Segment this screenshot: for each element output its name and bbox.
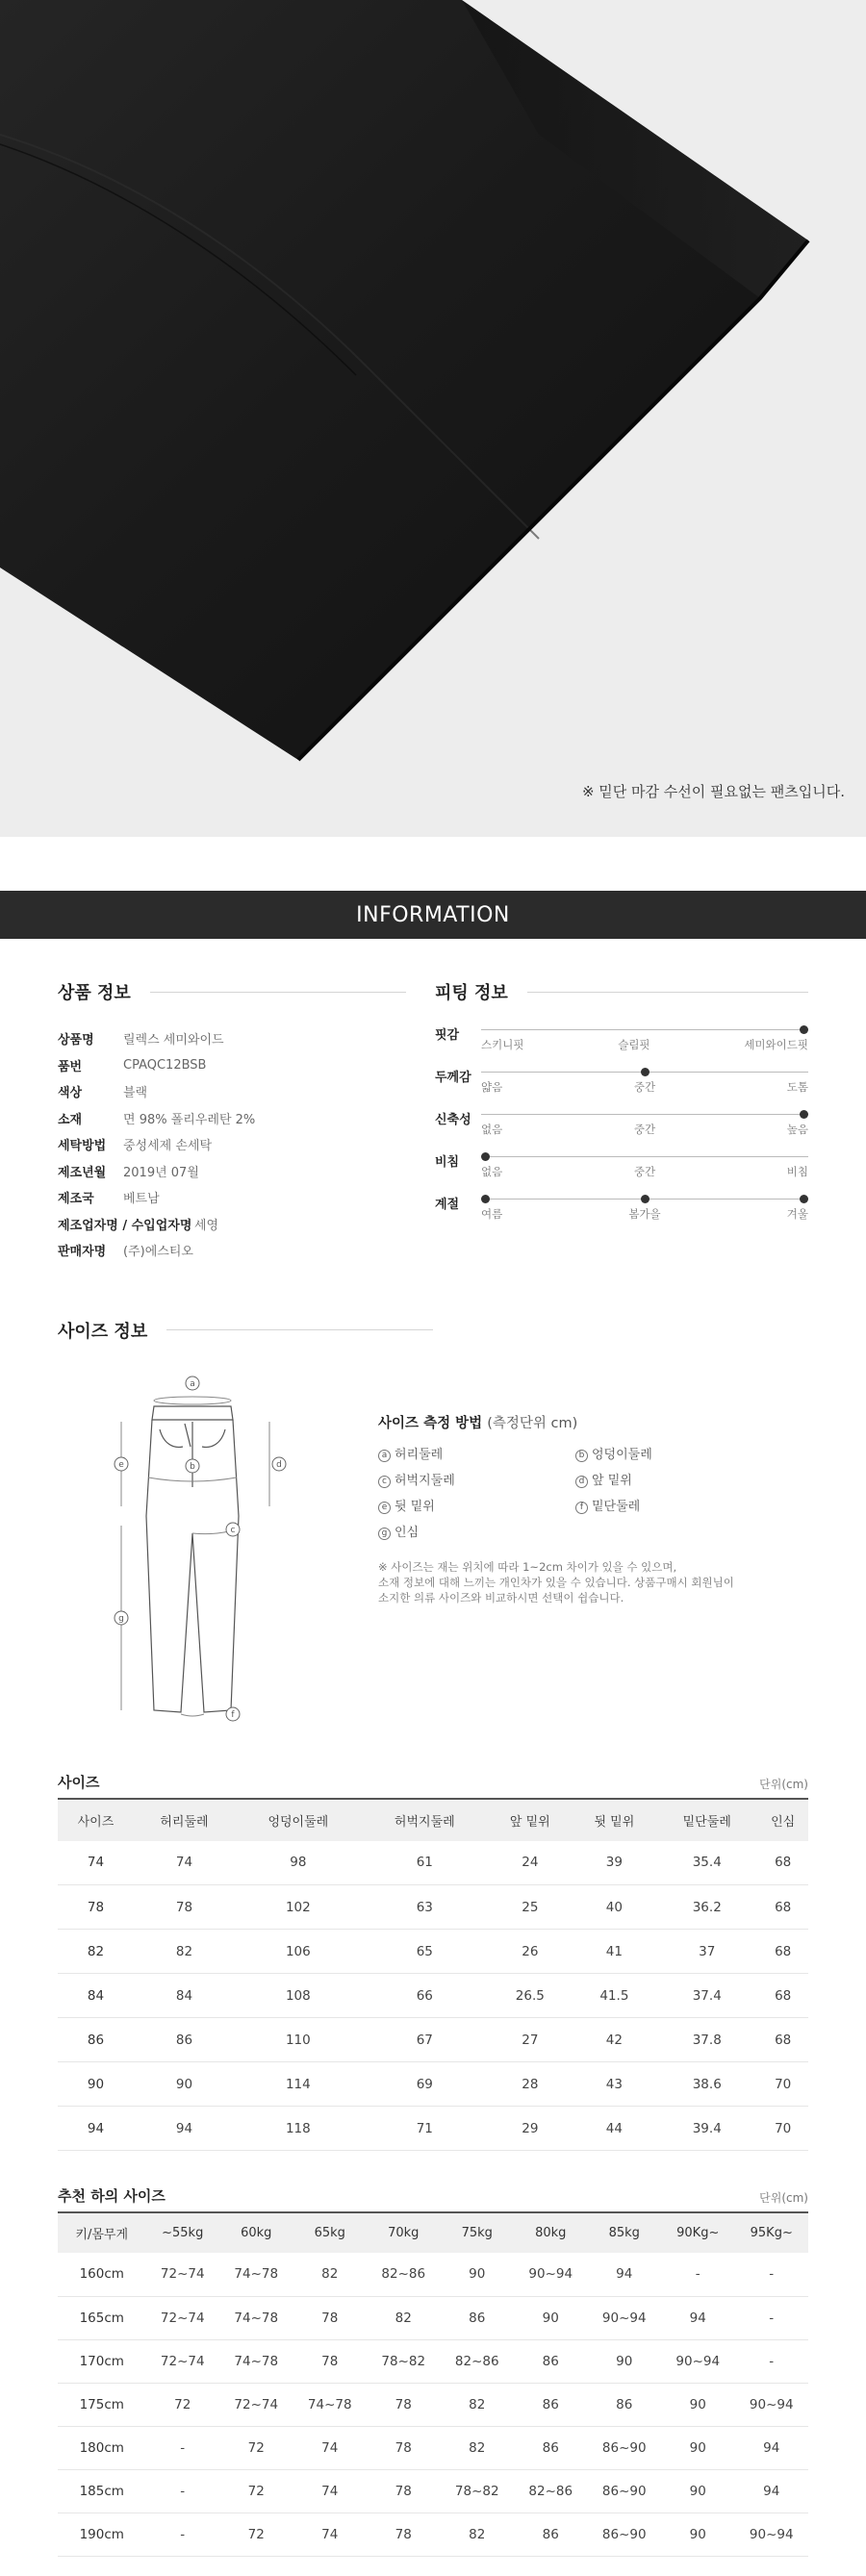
table-cell: 78 <box>367 2469 441 2513</box>
table-cell: 90~94 <box>587 2296 661 2339</box>
table-cell: 86 <box>134 2018 235 2062</box>
product-info-title: 상품 정보 <box>58 979 406 1004</box>
table-cell: 160cm <box>58 2253 145 2296</box>
diagram-label-f <box>226 1707 240 1721</box>
table-header-cell: 85kg <box>587 2212 661 2253</box>
table-cell: 43 <box>573 2062 657 2107</box>
table-cell: 90 <box>134 2062 235 2107</box>
table-cell: 86 <box>514 2426 588 2469</box>
table-cell: 72 <box>145 2383 219 2426</box>
table-header-cell: 키/몸무게 <box>58 2212 145 2253</box>
table-cell: 106 <box>235 1930 361 1974</box>
product-info-value: 세영 <box>194 1218 219 1233</box>
table-row <box>58 2107 808 2151</box>
fitting-dot <box>800 1025 808 1034</box>
svg-text:f: f <box>231 1709 235 1720</box>
product-info-value: 2019년 07월 <box>123 1165 199 1180</box>
table-row <box>58 2018 808 2062</box>
table-cell: 94 <box>58 2107 134 2151</box>
fitting-label: 계절 <box>435 1198 460 1212</box>
table-cell: 78 <box>293 2339 367 2383</box>
table-cell: 90 <box>514 2296 588 2339</box>
fitting-dot <box>641 1195 650 1203</box>
table-cell: 108 <box>235 1974 361 2018</box>
table-cell: 98 <box>235 1841 361 1885</box>
table-cell: 72~74 <box>145 2253 219 2296</box>
table-cell: 74~78 <box>219 2253 293 2296</box>
table-cell: 74 <box>293 2426 367 2469</box>
product-info-label: 색상 <box>58 1086 83 1101</box>
fitting-label: 비침 <box>435 1155 460 1170</box>
table-cell: 37.4 <box>656 1974 757 2018</box>
fitting-option: 중간 <box>633 1165 656 1178</box>
table-cell: 70 <box>757 2107 808 2151</box>
fitting-row <box>435 1193 808 1235</box>
table-cell: 86 <box>58 2018 134 2062</box>
table-cell: 90 <box>661 2469 735 2513</box>
table-cell: 72~74 <box>145 2339 219 2383</box>
table-header-cell: 허벅지둘레 <box>362 1799 488 1841</box>
table-cell: 82 <box>134 1930 235 1974</box>
table-cell: 27 <box>488 2018 573 2062</box>
table-cell: 78 <box>134 1885 235 1930</box>
method-key-icon: e <box>378 1502 391 1514</box>
fitting-option: 중간 <box>633 1123 656 1136</box>
fitting-option: 겨울 <box>786 1207 808 1221</box>
fitting-label: 신축성 <box>435 1113 471 1127</box>
fitting-info <box>435 979 808 1264</box>
diagram-label-c <box>226 1523 240 1536</box>
size-method-item <box>378 1496 575 1514</box>
table-cell: 61 <box>362 1841 488 1885</box>
table-cell: 190cm <box>58 2513 145 2556</box>
diagram-label-g <box>115 1611 128 1625</box>
product-info-row <box>58 1131 406 1158</box>
table-cell: 94 <box>587 2253 661 2296</box>
table-cell: 90 <box>58 2062 134 2107</box>
table-cell: 82~86 <box>440 2339 514 2383</box>
table-cell: 86 <box>514 2339 588 2383</box>
table-cell: 35.4 <box>656 1841 757 1885</box>
table-cell: 72 <box>219 2513 293 2556</box>
svg-text:e: e <box>118 1459 124 1470</box>
fitting-dot <box>800 1110 808 1119</box>
table-cell: 78~82 <box>367 2339 441 2383</box>
table-cell: 42 <box>573 2018 657 2062</box>
fitting-option: 중간 <box>633 1080 656 1094</box>
table-row <box>58 2253 808 2296</box>
product-info-value: 블랙 <box>123 1086 148 1101</box>
product-info-value: CPAQC12BSB <box>123 1057 207 1073</box>
fitting-option: 없음 <box>481 1123 503 1136</box>
method-label: 인심 <box>395 1525 420 1540</box>
table-cell: 72~74 <box>219 2383 293 2426</box>
size-note-line: ※ 사이즈는 재는 위치에 따라 1~2cm 차이가 있을 수 있으며, <box>378 1559 677 1574</box>
table-cell: - <box>661 2253 735 2296</box>
fitting-label: 핏감 <box>435 1028 460 1043</box>
table-cell: 90 <box>661 2383 735 2426</box>
method-key-icon: g <box>378 1528 391 1540</box>
fitting-row <box>435 1150 808 1193</box>
table-cell: 84 <box>58 1974 134 2018</box>
svg-text:d: d <box>276 1459 282 1470</box>
table-cell: 74~78 <box>219 2339 293 2383</box>
table-cell: 78~82 <box>440 2469 514 2513</box>
fitting-scale <box>481 1108 808 1147</box>
information-header: INFORMATION <box>0 891 866 939</box>
fitting-dot <box>481 1195 490 1203</box>
fitting-option: 비침 <box>786 1165 808 1178</box>
method-label: 허리둘레 <box>395 1447 444 1462</box>
table-cell: 185cm <box>58 2469 145 2513</box>
table-cell: 39.4 <box>656 2107 757 2151</box>
size-info <box>58 1318 808 1747</box>
fitting-scale <box>481 1193 808 1231</box>
table-cell: 74 <box>58 1841 134 1885</box>
method-key-icon: a <box>378 1450 391 1462</box>
table-cell: 78 <box>293 2296 367 2339</box>
table-cell: 74~78 <box>293 2383 367 2426</box>
size-method-title: 사이즈 측정 방법 (측정단위 cm) <box>378 1415 578 1431</box>
table-header-cell: 60kg <box>219 2212 293 2253</box>
fitting-row <box>435 1023 808 1066</box>
table-cell: 90 <box>440 2253 514 2296</box>
table-cell: 90 <box>661 2426 735 2469</box>
diagram-label-e <box>115 1457 128 1471</box>
table-cell: 68 <box>757 1974 808 2018</box>
table-cell: 72~74 <box>145 2296 219 2339</box>
table-cell: - <box>734 2339 808 2383</box>
table-row <box>58 2426 808 2469</box>
table-cell: 78 <box>367 2383 441 2426</box>
table-cell: 37 <box>656 1930 757 1974</box>
table-cell: 74 <box>293 2513 367 2556</box>
table-cell: - <box>734 2296 808 2339</box>
fitting-scale <box>481 1150 808 1189</box>
table-cell: 84 <box>134 1974 235 2018</box>
table-cell: 74~78 <box>219 2296 293 2339</box>
product-info-row <box>58 1052 406 1079</box>
svg-text:b: b <box>190 1461 195 1472</box>
product-info-label: 제조업자명 / 수입업자명 <box>58 1218 192 1233</box>
method-key-icon: f <box>575 1502 588 1514</box>
size-method-item <box>378 1522 575 1540</box>
table-cell: 94 <box>134 2107 235 2151</box>
table-cell: 94 <box>734 2469 808 2513</box>
table-cell: 29 <box>488 2107 573 2151</box>
table-row <box>58 2296 808 2339</box>
table-cell: 40 <box>573 1885 657 1930</box>
table-cell: 41.5 <box>573 1974 657 2018</box>
product-photo <box>0 0 866 837</box>
table-cell: 90 <box>587 2339 661 2383</box>
table-cell: 37.8 <box>656 2018 757 2062</box>
table-cell: 110 <box>235 2018 361 2062</box>
table-cell: 72 <box>219 2426 293 2469</box>
table-cell: 70 <box>757 2062 808 2107</box>
table-cell: 118 <box>235 2107 361 2151</box>
table-cell: 90 <box>661 2513 735 2556</box>
product-info-row <box>58 1105 406 1132</box>
size-method-item <box>378 1470 575 1488</box>
product-info-label: 제조년월 <box>58 1165 107 1180</box>
product-info-value: 면 98% 폴리우레탄 2% <box>123 1112 256 1127</box>
table-header-cell: 인심 <box>757 1799 808 1841</box>
table-row <box>58 2469 808 2513</box>
photo-note: ※ 밑단 마감 수선이 필요없는 팬츠입니다. <box>581 783 845 800</box>
table-cell: 26 <box>488 1930 573 1974</box>
table-cell: - <box>145 2513 219 2556</box>
product-info-row <box>58 1184 406 1211</box>
product-info-row <box>58 1025 406 1052</box>
table-cell: 68 <box>757 1841 808 1885</box>
table-cell: 170cm <box>58 2339 145 2383</box>
product-info-value: (주)에스티오 <box>123 1245 193 1260</box>
table-cell: 114 <box>235 2062 361 2107</box>
table-cell: 180cm <box>58 2426 145 2469</box>
table-row <box>58 1841 808 1885</box>
product-info-label: 소재 <box>58 1112 83 1127</box>
table-cell: 36.2 <box>656 1885 757 1930</box>
table-cell: 90~94 <box>514 2253 588 2296</box>
table-cell: 82~86 <box>514 2469 588 2513</box>
table-header-cell: 95Kg~ <box>734 2212 808 2253</box>
table-row <box>58 1930 808 1974</box>
table-cell: 44 <box>573 2107 657 2151</box>
product-info-value: 중성세제 손세탁 <box>123 1139 213 1154</box>
product-info-label: 품번 <box>58 1059 83 1074</box>
fitting-scale <box>481 1023 808 1062</box>
table-cell: 82 <box>58 1930 134 1974</box>
table-cell: 102 <box>235 1885 361 1930</box>
table-header-cell: 뒷 밑위 <box>573 1799 657 1841</box>
table-cell: 86 <box>440 2296 514 2339</box>
size-note-line: 소재 정보에 대해 느끼는 개인차가 있을 수 있습니다. 상품구매시 회원님이 <box>378 1575 734 1589</box>
table-row <box>58 2062 808 2107</box>
table-cell: 63 <box>362 1885 488 1930</box>
fitting-option: 스키니핏 <box>481 1038 524 1051</box>
product-info-label: 제조국 <box>58 1192 94 1207</box>
table-cell: 82~86 <box>367 2253 441 2296</box>
table-header-cell: 사이즈 <box>58 1799 134 1841</box>
fitting-dot <box>641 1068 650 1076</box>
fitting-label: 두께감 <box>435 1071 471 1085</box>
diagram-label-a <box>186 1376 199 1390</box>
fitting-line <box>481 1156 808 1157</box>
table-cell: 66 <box>362 1974 488 2018</box>
product-info-row <box>58 1078 406 1105</box>
size-table <box>58 1798 808 2152</box>
fitting-option: 세미와이드핏 <box>744 1038 808 1051</box>
table-cell: 38.6 <box>656 2062 757 2107</box>
size-method-item <box>575 1444 768 1462</box>
table-cell: 86 <box>514 2513 588 2556</box>
table-cell: 67 <box>362 2018 488 2062</box>
table-row <box>58 2513 808 2556</box>
fitting-option: 도톰 <box>786 1080 808 1094</box>
table-header-cell: 65kg <box>293 2212 367 2253</box>
table-cell: 78 <box>367 2426 441 2469</box>
table-cell: 82 <box>293 2253 367 2296</box>
fitting-dot <box>800 1195 808 1203</box>
table-cell: 90~94 <box>661 2339 735 2383</box>
table-cell: 82 <box>440 2513 514 2556</box>
svg-text:c: c <box>230 1525 236 1535</box>
method-label: 밑단둘레 <box>592 1499 641 1514</box>
method-label: 엉덩이둘레 <box>592 1447 652 1462</box>
size-note <box>378 1559 840 1605</box>
fitting-line <box>481 1114 808 1115</box>
product-info-row <box>58 1237 406 1264</box>
fitting-option: 슬림핏 <box>618 1038 650 1051</box>
fitting-option: 높음 <box>786 1123 808 1136</box>
svg-text:a: a <box>190 1378 195 1389</box>
table-row <box>58 1974 808 2018</box>
table-header-cell: 80kg <box>514 2212 588 2253</box>
table-cell: 74 <box>293 2469 367 2513</box>
table-cell: 78 <box>58 1885 134 1930</box>
table-cell: 68 <box>757 2018 808 2062</box>
table-cell: 39 <box>573 1841 657 1885</box>
table-header-cell: ~55kg <box>145 2212 219 2253</box>
table-cell: 94 <box>734 2426 808 2469</box>
table-header-cell: 허리둘레 <box>134 1799 235 1841</box>
table-cell: 165cm <box>58 2296 145 2339</box>
table-cell: 86 <box>587 2383 661 2426</box>
fitting-scale <box>481 1066 808 1104</box>
table-cell: 90~94 <box>734 2513 808 2556</box>
size-table-unit: 단위(cm) <box>759 1777 808 1791</box>
rec-table-unit: 단위(cm) <box>759 2191 808 2205</box>
fitting-row <box>435 1108 808 1150</box>
table-cell: 86 <box>514 2383 588 2426</box>
table-cell: 86~90 <box>587 2513 661 2556</box>
table-cell: 82 <box>440 2383 514 2426</box>
table-cell: 74 <box>134 1841 235 1885</box>
table-header-cell: 앞 밑위 <box>488 1799 573 1841</box>
table-header-cell: 밑단둘레 <box>656 1799 757 1841</box>
method-key-icon: c <box>378 1476 391 1488</box>
product-info-label: 세탁방법 <box>58 1139 107 1154</box>
size-method-item <box>575 1496 768 1514</box>
product-info-label: 상품명 <box>58 1033 94 1048</box>
table-cell: 24 <box>488 1841 573 1885</box>
table-row <box>58 1885 808 1930</box>
table-cell: 25 <box>488 1885 573 1930</box>
rec-table <box>58 2211 808 2557</box>
diagram-label-b <box>186 1459 199 1473</box>
table-cell: 175cm <box>58 2383 145 2426</box>
table-row <box>58 2383 808 2426</box>
table-header-cell: 70kg <box>367 2212 441 2253</box>
method-key-icon: b <box>575 1450 588 1462</box>
table-cell: 86~90 <box>587 2469 661 2513</box>
table-cell: 94 <box>661 2296 735 2339</box>
fitting-dot <box>481 1152 490 1161</box>
method-label: 뒷 밑위 <box>395 1499 435 1514</box>
size-method <box>378 1412 840 1605</box>
table-cell: - <box>145 2426 219 2469</box>
size-note-line: 소지한 의류 사이즈와 비교하시면 선택이 쉽습니다. <box>378 1590 624 1604</box>
table-cell: 41 <box>573 1930 657 1974</box>
method-key-icon: d <box>575 1476 588 1488</box>
table-cell: - <box>734 2253 808 2296</box>
table-header-cell: 엉덩이둘레 <box>235 1799 361 1841</box>
table-cell: 68 <box>757 1885 808 1930</box>
table-header-cell: 90Kg~ <box>661 2212 735 2253</box>
product-info <box>58 979 406 1264</box>
table-cell: 82 <box>440 2426 514 2469</box>
fitting-option: 여름 <box>481 1207 503 1221</box>
fitting-option: 없음 <box>481 1165 503 1178</box>
fitting-row <box>435 1066 808 1108</box>
diagram-label-d <box>272 1457 286 1471</box>
size-method-item <box>575 1470 768 1488</box>
product-info-label: 판매자명 <box>58 1245 107 1260</box>
product-info-row <box>58 1158 406 1185</box>
table-cell: 86~90 <box>587 2426 661 2469</box>
table-cell: 69 <box>362 2062 488 2107</box>
table-header-cell: 75kg <box>440 2212 514 2253</box>
table-cell: 65 <box>362 1930 488 1974</box>
method-label: 앞 밑위 <box>592 1473 632 1488</box>
fitting-line <box>481 1029 808 1030</box>
table-cell: 82 <box>367 2296 441 2339</box>
product-info-value: 베트남 <box>123 1192 160 1207</box>
fitting-option: 봄가을 <box>628 1207 661 1221</box>
product-info-row <box>58 1211 406 1238</box>
table-cell: 90~94 <box>734 2383 808 2426</box>
svg-text:g: g <box>118 1613 124 1624</box>
table-cell: 68 <box>757 1930 808 1974</box>
table-cell: 28 <box>488 2062 573 2107</box>
table-cell: - <box>145 2469 219 2513</box>
fitting-option: 얇음 <box>481 1080 503 1094</box>
table-row <box>58 2339 808 2383</box>
size-table-title: 사이즈 <box>58 1773 100 1791</box>
size-method-item <box>378 1444 575 1462</box>
rec-table-title: 추천 하의 사이즈 <box>58 2187 166 2205</box>
product-info-value: 릴렉스 세미와이드 <box>123 1033 224 1048</box>
table-cell: 78 <box>367 2513 441 2556</box>
table-cell: 26.5 <box>488 1974 573 2018</box>
table-cell: 72 <box>219 2469 293 2513</box>
pants-diagram <box>58 1362 308 1747</box>
fitting-info-title: 피팅 정보 <box>435 979 808 1004</box>
fabric-image <box>0 0 866 837</box>
size-info-title: 사이즈 정보 <box>58 1318 433 1343</box>
table-cell: 71 <box>362 2107 488 2151</box>
method-label: 허벅지둘레 <box>395 1473 455 1488</box>
